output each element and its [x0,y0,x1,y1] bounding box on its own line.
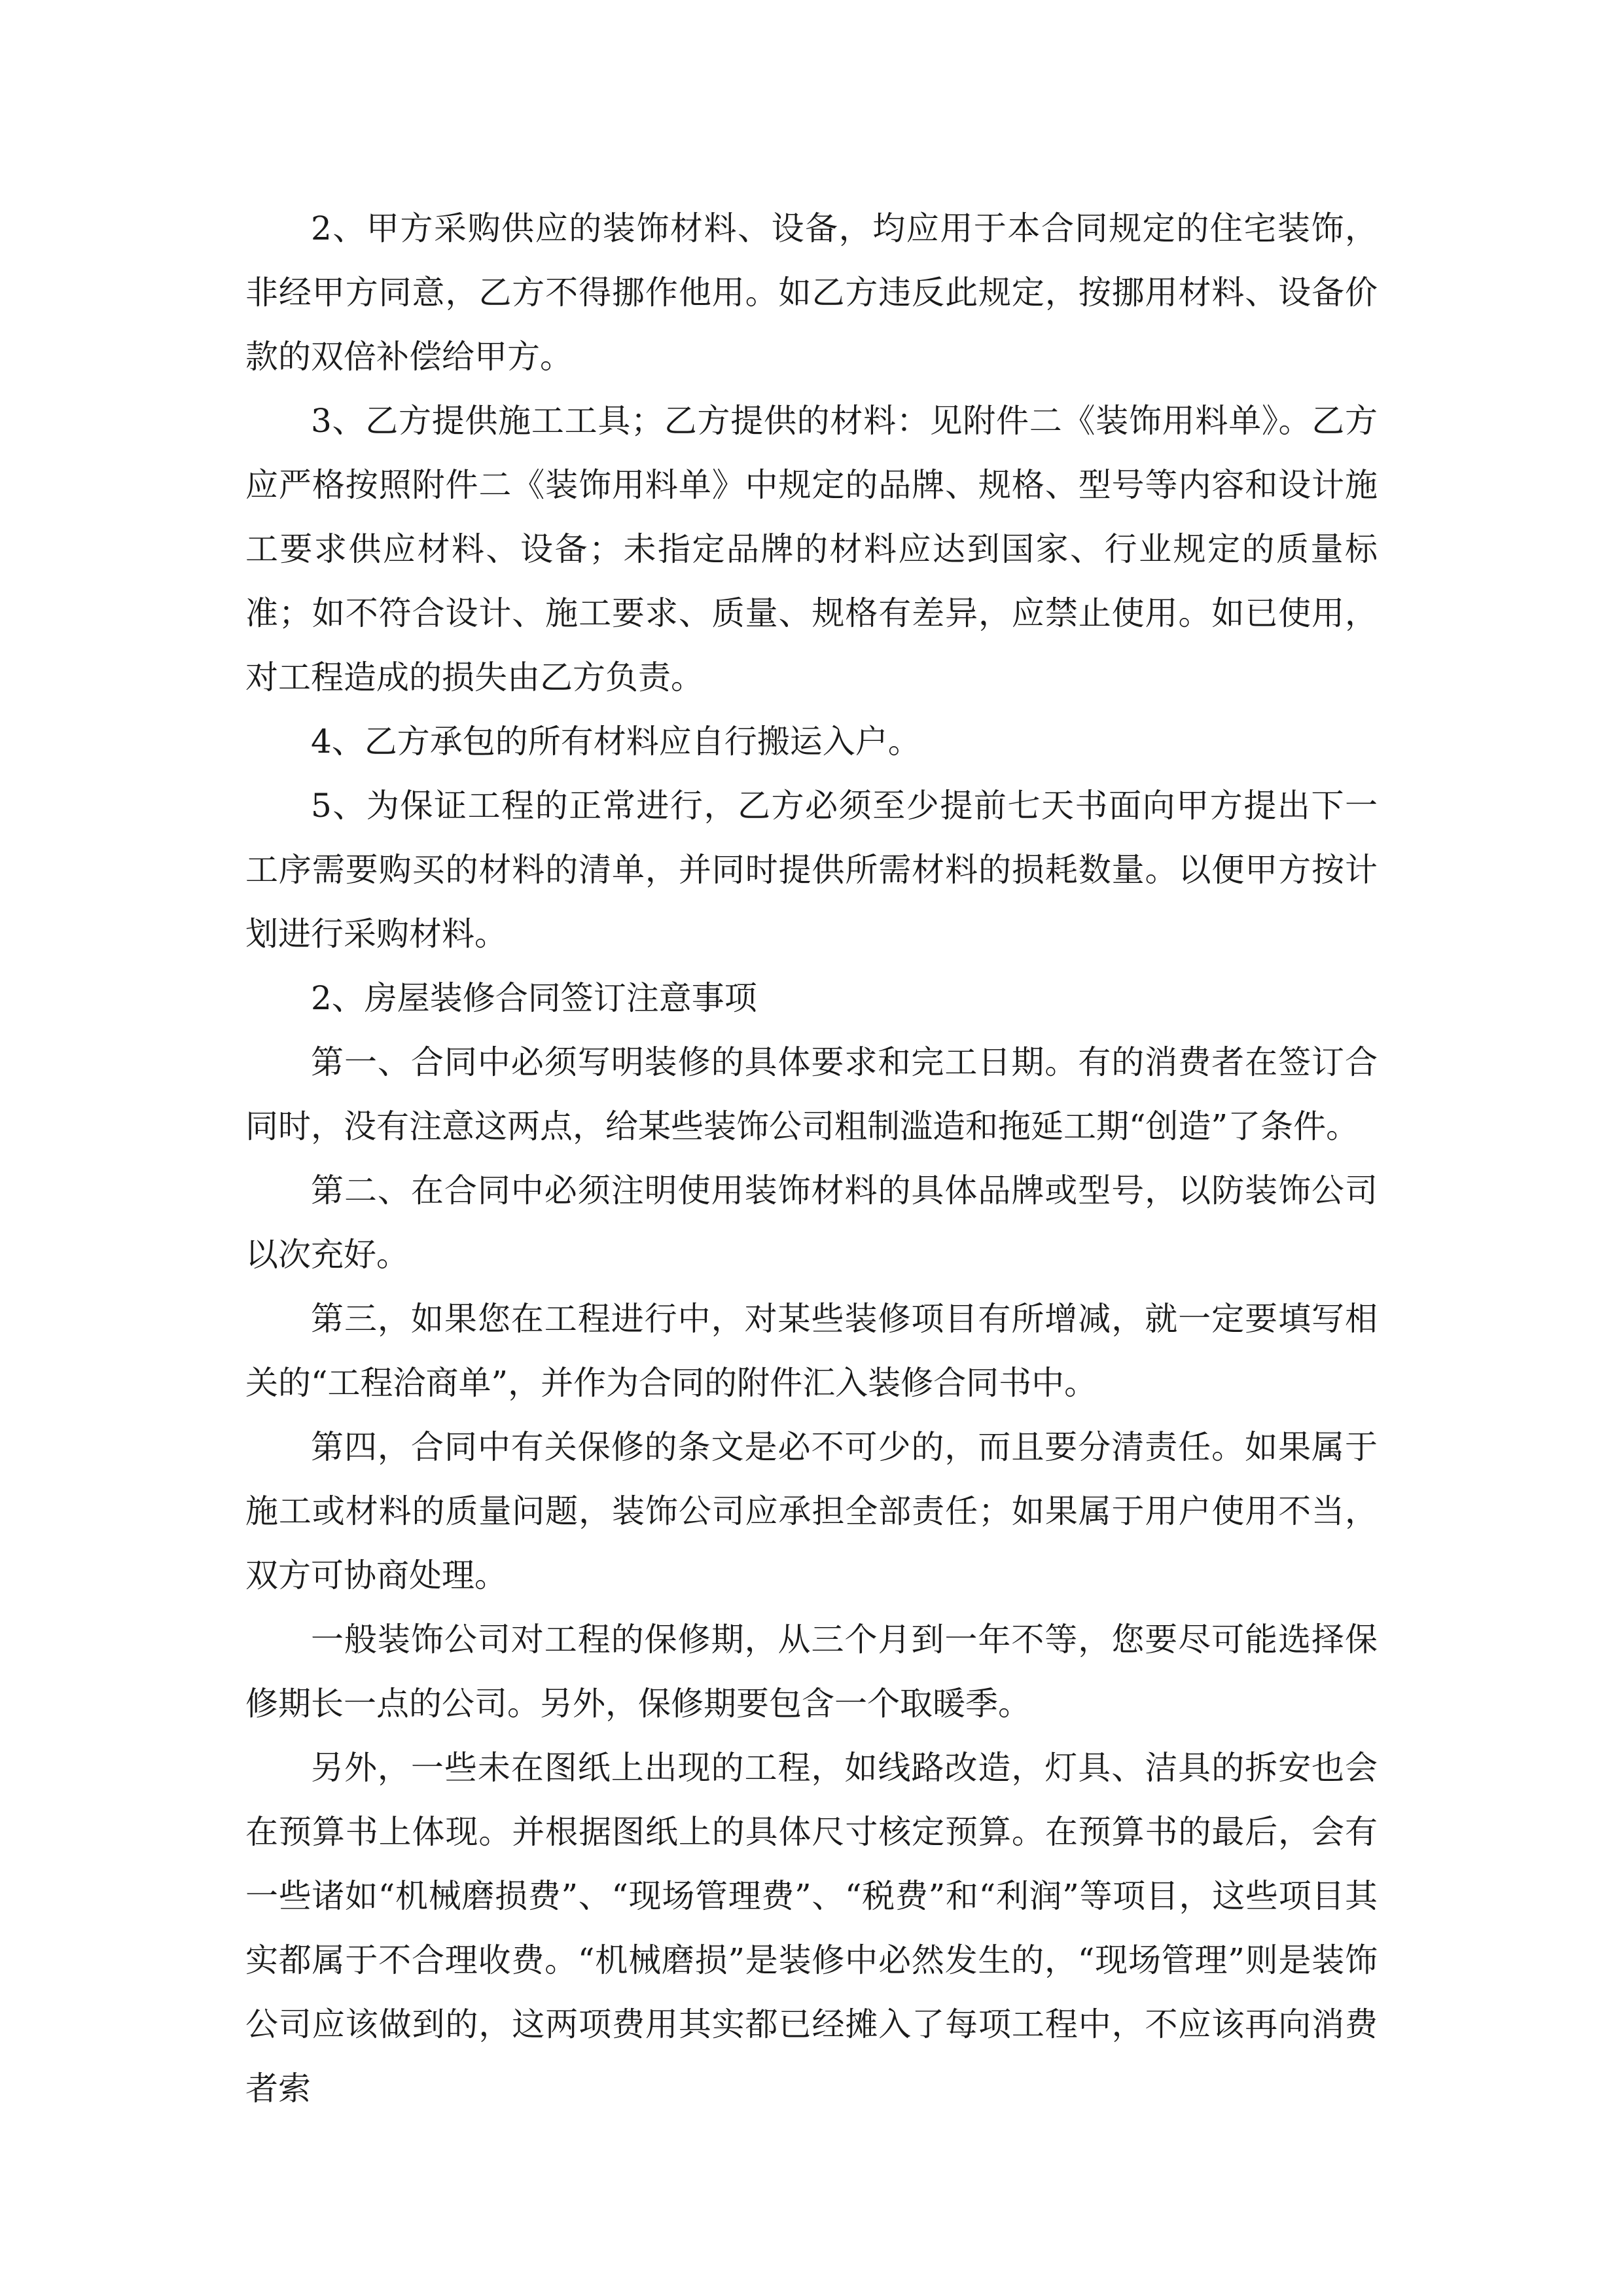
paragraph-budget: 另外，一些未在图纸上出现的工程，如线路改造，灯具、洁具的拆安也会在预算书上体现。并根据图纸上的具体尺寸核定预算。在预算书的最后，会有一些诸如“机械磨损费”、“现场管理费”、“税费”和“利润”等项目，这些项目其实都属于不合理收费。“机械磨损”是装修中必然发生的，“现场管理”则是装饰公司应该做到的，这两项费用其实都已经摊入了每项工程中，不应该再向消费者索 [245,1749,1378,2108]
paragraph-clause-4: 4、乙方承包的所有材料应自行搬运入户。 [311,723,921,761]
paragraph-note-1: 第一、合同中必须写明装修的具体要求和完工日期。有的消费者在签订合同时，没有注意这两点，给某些装饰公司粗制滥造和拖延工期“创造”了条件。 [245,1043,1378,1145]
paragraph-note-3: 第三，如果您在工程进行中，对某些装修项目有所增减，就一定要填写相关的“工程洽商单”，并作为合同的附件汇入装修合同书中。 [245,1300,1378,1402]
paragraph-clause-2: 2、甲方采购供应的装饰材料、设备，均应用于本合同规定的住宅装饰，非经甲方同意，乙方不得挪作他用。如乙方违反此规定，按挪用材料、设备价款的双倍补偿给甲方。 [245,209,1378,376]
paragraph-note-2: 第二、在合同中必须注明使用装饰材料的具体品牌或型号，以防装饰公司以次充好。 [245,1172,1378,1274]
paragraph-warranty: 一般装饰公司对工程的保修期，从三个月到一年不等，您要尽可能选择保修期长一点的公司。另外，保修期要包含一个取暖季。 [245,1621,1378,1723]
paragraph-clause-5: 5、为保证工程的正常进行，乙方必须至少提前七天书面向甲方提出下一工序需要购买的材料的清单，并同时提供所需材料的损耗数量。以便甲方按计划进行采购材料。 [245,787,1378,953]
document-page [245,196,1378,2121]
section-heading: 2、房屋装修合同签订注意事项 [311,979,757,1017]
paragraph-note-4: 第四，合同中有关保修的条文是必不可少的，而且要分清责任。如果属于施工或材料的质量问题，装饰公司应承担全部责任；如果属于用户使用不当，双方可协商处理。 [245,1428,1378,1594]
paragraph-clause-3: 3、乙方提供施工工具；乙方提供的材料：见附件二《装饰用料单》。乙方应严格按照附件二《装饰用料单》中规定的品牌、规格、型号等内容和设计施工要求供应材料、设备；未指定品牌的材料应达到国家、行业规定的质量标准；如不符合设计、施工要求、质量、规格有差异，应禁止使用。如已使用，对工程造成的损失由乙方负责。 [245,402,1378,696]
